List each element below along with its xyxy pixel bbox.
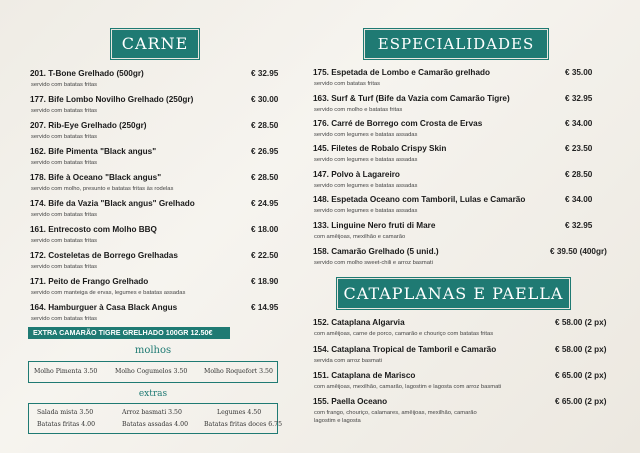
item-desc: servido com legumes e batatas assadas [314,157,418,163]
item-desc: servido com molho sweet-chili e arroz basmati [314,260,433,266]
item-name: 158. Camarão Grelhado (5 unid.) [313,247,439,256]
item-name: 163. Surf & Turf (Bife da Vazia com Camarão Tigre) [313,94,510,103]
item-name: 155. Paella Oceano [313,397,388,406]
item-name: 177. Bife Lombo Novilho Grelhado (250gr) [30,95,194,104]
item-desc: servido com legumes e batatas assadas [314,183,418,189]
especialidades-heading [367,32,545,56]
item-name: 176. Carré de Borrego com Crosta de Ervas [313,119,483,128]
extra-item: Batatas assadas 4.00 [122,421,189,428]
item-desc: servido com molho, presunto e batatas fritas às rodelas [31,186,174,192]
item-desc: servido com batatas fritas [31,264,98,270]
item-desc: com amêijoas, carne de porco, camarão e chouriço com batatas fritas [314,331,494,337]
item-name: 178. Bife à Oceano "Black angus" [30,173,162,182]
extras-heading: extras [138,389,168,399]
item-name: 147. Polvo à Lagareiro [313,170,400,179]
extra-item: Salada mista 3.50 [37,409,94,416]
extra-item: Batatas fritas 4.00 [37,421,96,428]
extra-item: Arroz basmati 3.50 [122,409,182,416]
item-price: € 28.50 [251,173,279,182]
item-price: € 28.50 [565,170,593,179]
item-price: € 35.00 [565,68,593,77]
item-desc: servido com batatas fritas [31,212,98,218]
item-price: € 23.50 [565,144,593,153]
extras-box [28,403,283,434]
item-desc: servido com batatas fritas [31,134,98,140]
molho-item: Molho Roquefort 3.50 [204,368,273,375]
item-desc: servido com legumes e batatas assadas [314,208,418,214]
item-price: € 32.95 [565,94,593,103]
molhos-heading: molhos [134,345,172,356]
item-desc: com amêijoas, mexilhão e camarão [314,234,406,240]
item-price: € 65.00 (2 px) [555,397,607,406]
item-price: € 34.00 [565,195,593,204]
item-price: € 26.95 [251,147,279,156]
item-desc: servido com legumes e batatas assadas [314,132,418,138]
item-name: 201. T-Bone Grelhado (500gr) [30,69,144,78]
item-price: € 34.00 [565,119,593,128]
item-desc: servido com batatas fritas [31,108,98,114]
carne-heading [114,32,196,56]
item-price: € 32.95 [565,221,593,230]
item-name: 164. Hamburguer à Casa Black Angus [30,303,178,312]
item-desc: servido com manteiga de ervas, legumes e batatas assadas [31,290,186,296]
cataplanas-title: CATAPLANAS E PAELLA [343,284,564,303]
item-price: € 58.00 (2 px) [555,345,607,354]
item-desc: com amêijoas, mexilhão, camarão, lagostim e lagosta com arroz basmati [314,384,502,390]
item-price: € 22.50 [251,251,279,260]
molho-item: Molho Pimenta 3.50 [34,368,98,375]
especialidades-title: ESPECIALIDADES [377,35,535,53]
molho-item: Molho Cogumelos 3.50 [115,368,188,375]
item-name: 145. Filetes de Robalo Crispy Skin [313,144,447,153]
item-price: € 14.95 [251,303,279,312]
item-price: € 18.00 [251,225,279,234]
item-name: 174. Bife da Vazia "Black angus" Grelhado [30,199,195,208]
molhos-box [28,361,278,383]
item-desc: com frango, chouriço, calamares, amêijoas, mexilhão, camarão lagostim e lagosta [314,410,477,424]
item-price: € 32.95 [251,69,279,78]
item-price: € 39.50 (400gr) [550,247,607,256]
extra-item: Legumes 4.50 [217,409,262,416]
item-desc: servida com arroz basmati [314,358,382,364]
item-price: € 30.00 [251,95,279,104]
item-desc: servido com molho e batatas fritas [314,107,403,113]
cataplanas-heading [340,281,567,306]
item-name: 152. Cataplana Algarvia [313,318,405,327]
carne-title: CARNE [121,34,189,53]
item-name: 175. Espetada de Lombo e Camarão grelhado [313,68,490,77]
item-name: 207. Rib-Eye Grelhado (250gr) [30,121,147,130]
item-desc: servido com batatas fritas [31,238,98,244]
item-name: 151. Cataplana de Marisco [313,371,416,380]
extra-item: Batatas fritas doces 6.75 [204,421,283,428]
item-name: 172. Costeletas de Borrego Grelhadas [30,251,178,260]
item-name: 133. Linguine Nero fruti di Mare [313,221,436,230]
item-price: € 18.90 [251,277,279,286]
extra-shrimp-banner: EXTRA CAMARÃO TIGRE GRELHADO 100GR 12.50€ [28,327,230,339]
item-name: 171. Peito de Frango Grelhado [30,277,149,286]
item-price: € 65.00 (2 px) [555,371,607,380]
item-desc: servido com batatas fritas [31,160,98,166]
item-name: 161. Entrecosto com Molho BBQ [30,225,157,234]
item-price: € 58.00 (2 px) [555,318,607,327]
item-name: 148. Espetada Oceano com Tamboril, Lulas e Camarão [313,195,526,204]
item-desc: servido com batatas fritas [31,82,98,88]
item-name: 154. Cataplana Tropical de Tamboril e Camarão [313,345,497,354]
item-price: € 24.95 [251,199,279,208]
item-desc: servido com batatas fritas [314,81,381,87]
item-name: 162. Bife Pimenta "Black angus" [30,147,157,156]
item-desc: servido com batatas fritas [31,316,98,322]
item-price: € 28.50 [251,121,279,130]
